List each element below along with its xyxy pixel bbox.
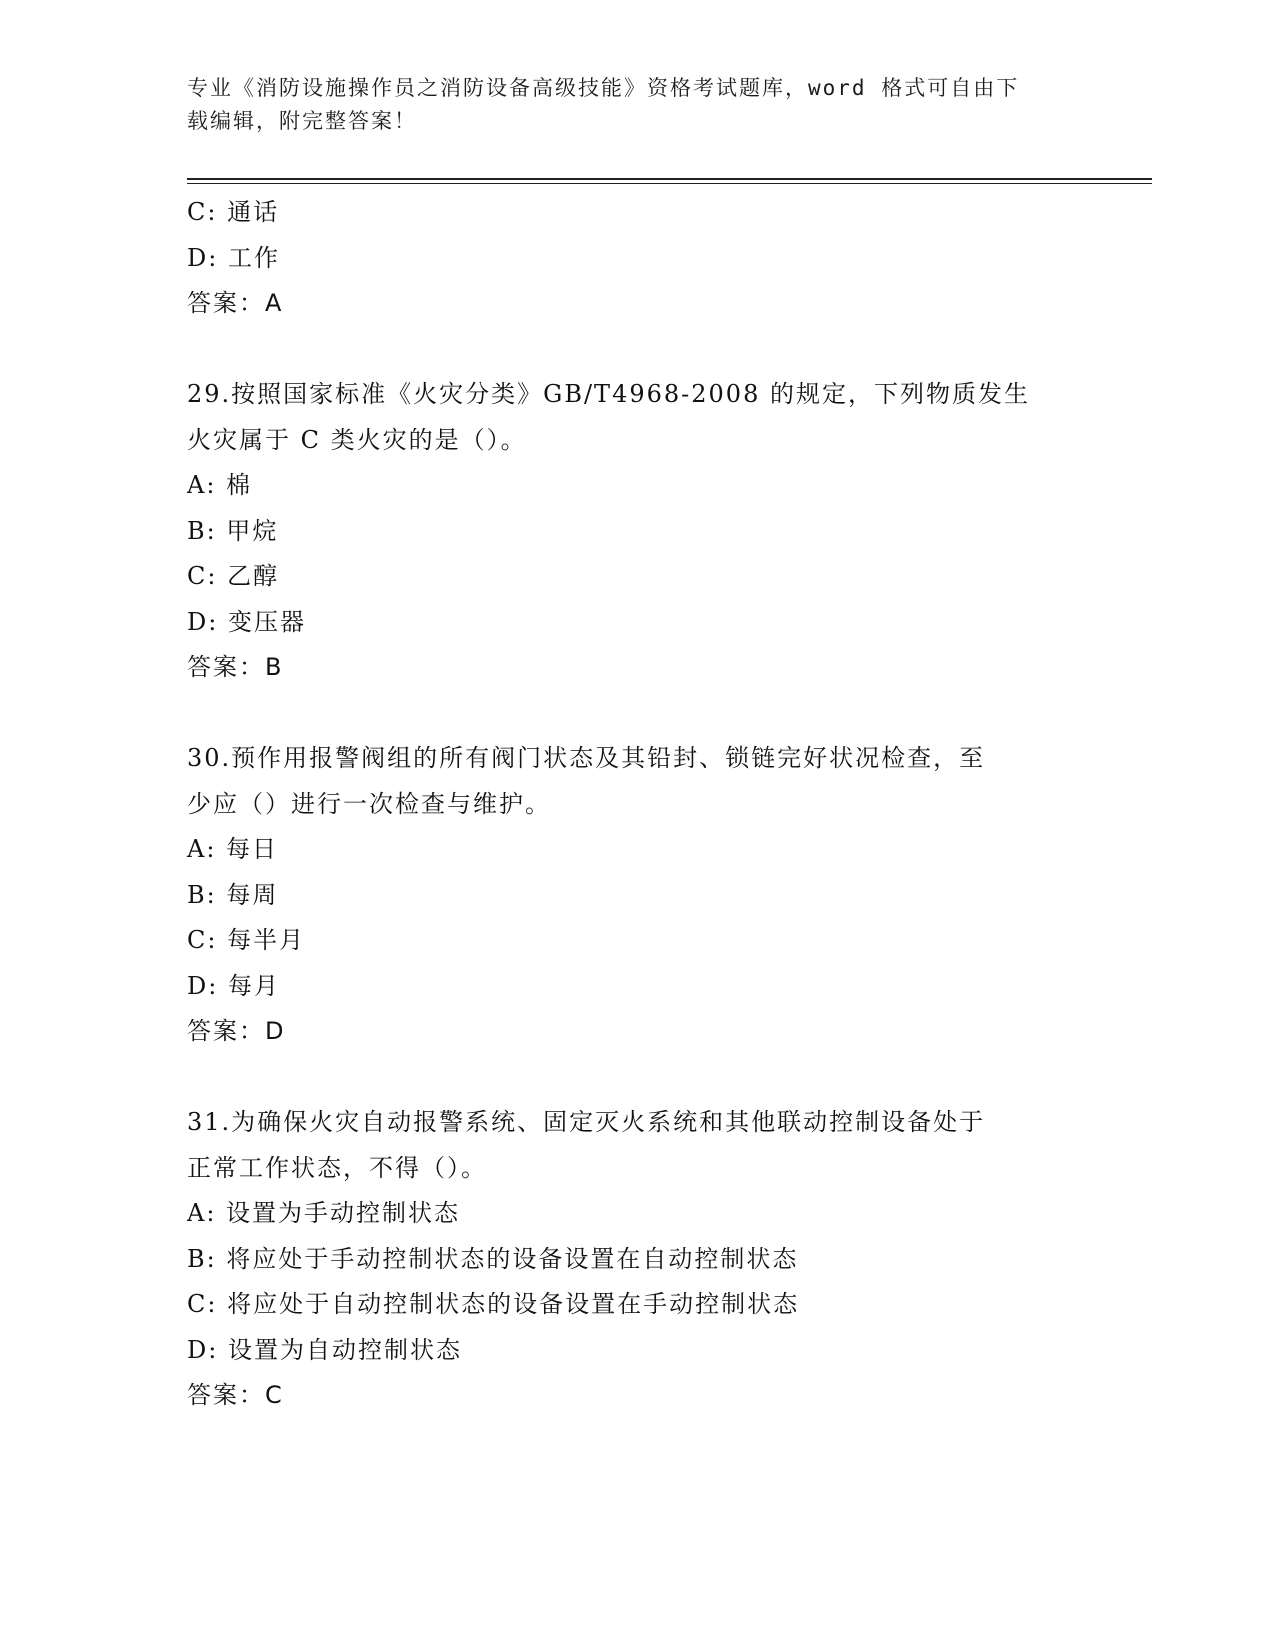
question-text-line-1: 30.预作用报警阀组的所有阀门状态及其铅封、锁链完好状况检查，至: [187, 744, 986, 772]
spacer: [187, 691, 1087, 737]
option-a: A: 设置为手动控制状态: [187, 1199, 461, 1227]
option-a: A: 棉: [187, 471, 253, 499]
question-29: [187, 372, 1087, 691]
option-b: B: 每周: [187, 880, 279, 909]
option-a: A: 每日: [187, 835, 279, 863]
document-header: [187, 72, 1067, 138]
option-c: C: 将应处于自动控制状态的设备设置在手动控制状态: [187, 1290, 800, 1318]
spacer: [187, 327, 1087, 373]
option-d: D: 工作: [187, 243, 280, 272]
answer-line: 答案：C: [187, 1381, 284, 1409]
question-31: [187, 1100, 1087, 1419]
answer-line: 答案：A: [187, 289, 284, 317]
question-list: [187, 190, 1087, 1419]
option-c: C: 通话: [187, 198, 280, 226]
header-line-2: 载编辑，附完整答案！: [187, 109, 417, 133]
header-line-1: 专业《消防设施操作员之消防设备高级技能》资格考试题库，word 格式可自由下: [187, 76, 1020, 100]
question-text-line-1: 31.为确保火灾自动报警系统、固定灭火系统和其他联动控制设备处于: [187, 1108, 986, 1136]
question-text-line-2: 火灾属于 C 类火灾的是（）。: [187, 425, 527, 454]
option-d: D: 变压器: [187, 607, 306, 636]
option-c: C: 乙醇: [187, 562, 280, 590]
option-b: B: 将应处于手动控制状态的设备设置在自动控制状态: [187, 1244, 799, 1273]
spacer: [187, 1055, 1087, 1101]
header-divider-thin: [187, 183, 1152, 184]
question-text-line-2: 正常工作状态，不得（）。: [187, 1153, 487, 1182]
question-30: [187, 736, 1087, 1055]
option-d: D: 每月: [187, 971, 280, 1000]
option-b: B: 甲烷: [187, 516, 279, 545]
answer-line: 答案：D: [187, 1017, 286, 1045]
answer-line: 答案：B: [187, 653, 284, 681]
question-text-line-1: 29.按照国家标准《火灾分类》GB/T4968-2008 的规定，下列物质发生: [187, 380, 1030, 408]
previous-question-tail: [187, 190, 1087, 327]
option-d: D: 设置为自动控制状态: [187, 1335, 462, 1364]
question-text-line-2: 少应（）进行一次检查与维护。: [187, 789, 551, 818]
option-c: C: 每半月: [187, 926, 306, 954]
header-divider: [187, 178, 1152, 180]
